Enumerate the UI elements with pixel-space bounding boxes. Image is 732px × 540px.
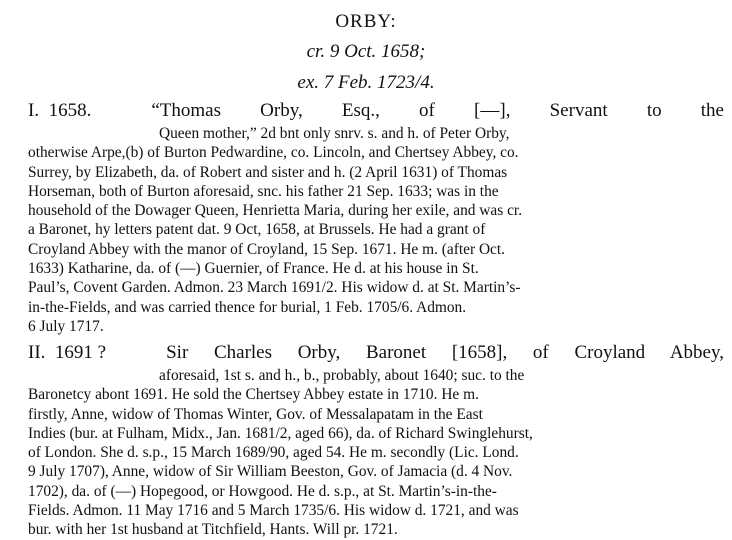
entry-1-line: household of the Dowager Queen, Henrietta Maria, during her exile, and was cr. <box>28 202 523 220</box>
entry-2-line: of London. She d. s.p., 15 March 1689/90, aged 54. He m. secondly (Lic. Lond. <box>28 444 519 462</box>
creation-date-line <box>0 38 732 65</box>
baronet-entry-2 <box>28 340 724 540</box>
baronet-entry-1 <box>28 98 724 336</box>
entry-2-line: 9 July 1707), Anne, widow of Sir William Beeston, Gov. of Jamacia (d. 4 Nov. <box>28 463 513 481</box>
entry-2-line: Fields. Admon. 11 May 1716 and 5 March 1735/6. His widow d. 1721, and was <box>28 502 519 520</box>
entry-1-line: otherwise Arpe,(b) of Burton Pedwardine, co. Lincoln, and Chertsey Abbey, co. <box>28 144 519 162</box>
entry-1-numeral: I. <box>28 100 40 121</box>
entry-1-year: 1658. <box>48 100 92 121</box>
entry-2-numeral: II. <box>28 342 46 363</box>
entry-1-line: in-the-Fields, and was carried thence for burial, 1 Feb. 1705/6. Admon. <box>28 298 467 316</box>
entry-2-number <box>28 340 106 366</box>
entry-2-line: Indies (bur. at Fulham, Midx., Jan. 1681/2, aged 66), da. of Richard Swinglehurst, <box>28 424 533 442</box>
entry-2-line: bur. with her 1st husband at Titchfield, Hants. Will pr. 1721. <box>28 521 398 539</box>
entry-1-line: Queen mother,” 2d bnt only snrv. s. and h. of Peter Orby, <box>159 125 510 142</box>
entry-1-heading <box>28 98 724 124</box>
extinction-date-line <box>0 69 732 96</box>
page-title: ORBY: <box>335 11 397 32</box>
entry-2-line: firstly, Anne, widow of Thomas Winter, Gov. of Messalapatam in the East <box>28 405 483 423</box>
entry-2-heading <box>28 340 724 366</box>
extinction-date-text: ex. 7 Feb. 1723/4. <box>297 72 435 93</box>
entry-2-first-line: Sir Charles Orby, Baronet [1658], of Croyland Abbey, <box>166 342 724 363</box>
entry-1-line: Surrey, by Elizabeth, da. of Robert and sister and h. (2 April 1631) of Thomas <box>28 163 508 181</box>
entry-2-line: 1702), da. of (—) Hopegood, or Howgood. He d. s.p., at St. Martin’s-in-the- <box>28 482 497 500</box>
entry-1-line: Croyland Abbey with the manor of Croyland, 15 Sep. 1671. He m. (after Oct. <box>28 240 506 258</box>
entry-1-line: Paul’s, Covent Garden. Admon. 23 March 1691/2. His widow d. at St. Martin’s- <box>28 279 521 297</box>
entry-1-line: Horseman, both of Burton aforesaid, snc. his father 21 Sep. 1633; was in the <box>28 182 499 200</box>
entry-2-line: Baronetcy abont 1691. He sold the Chertsey Abbey estate in 1710. He m. <box>28 386 479 404</box>
entry-1-first-line: “Thomas Orby, Esq., of [—], Servant to the <box>151 100 724 121</box>
entry-1-line: 1633) Katharine, da. of (—) Guernier, of France. He d. at his house in St. <box>28 260 479 278</box>
entry-2-year: 1691 ? <box>54 342 107 363</box>
entry-1-number <box>28 98 91 124</box>
creation-date-text: cr. 9 Oct. 1658; <box>306 41 426 62</box>
entry-2-line: aforesaid, 1st s. and h., b., probably, about 1640; suc. to the <box>159 367 525 384</box>
entry-1-line: a Baronet, hy letters patent dat. 9 Oct, 1658, at Brussels. He had a grant of <box>28 221 486 239</box>
entry-1-line: 6 July 1717. <box>28 317 104 335</box>
